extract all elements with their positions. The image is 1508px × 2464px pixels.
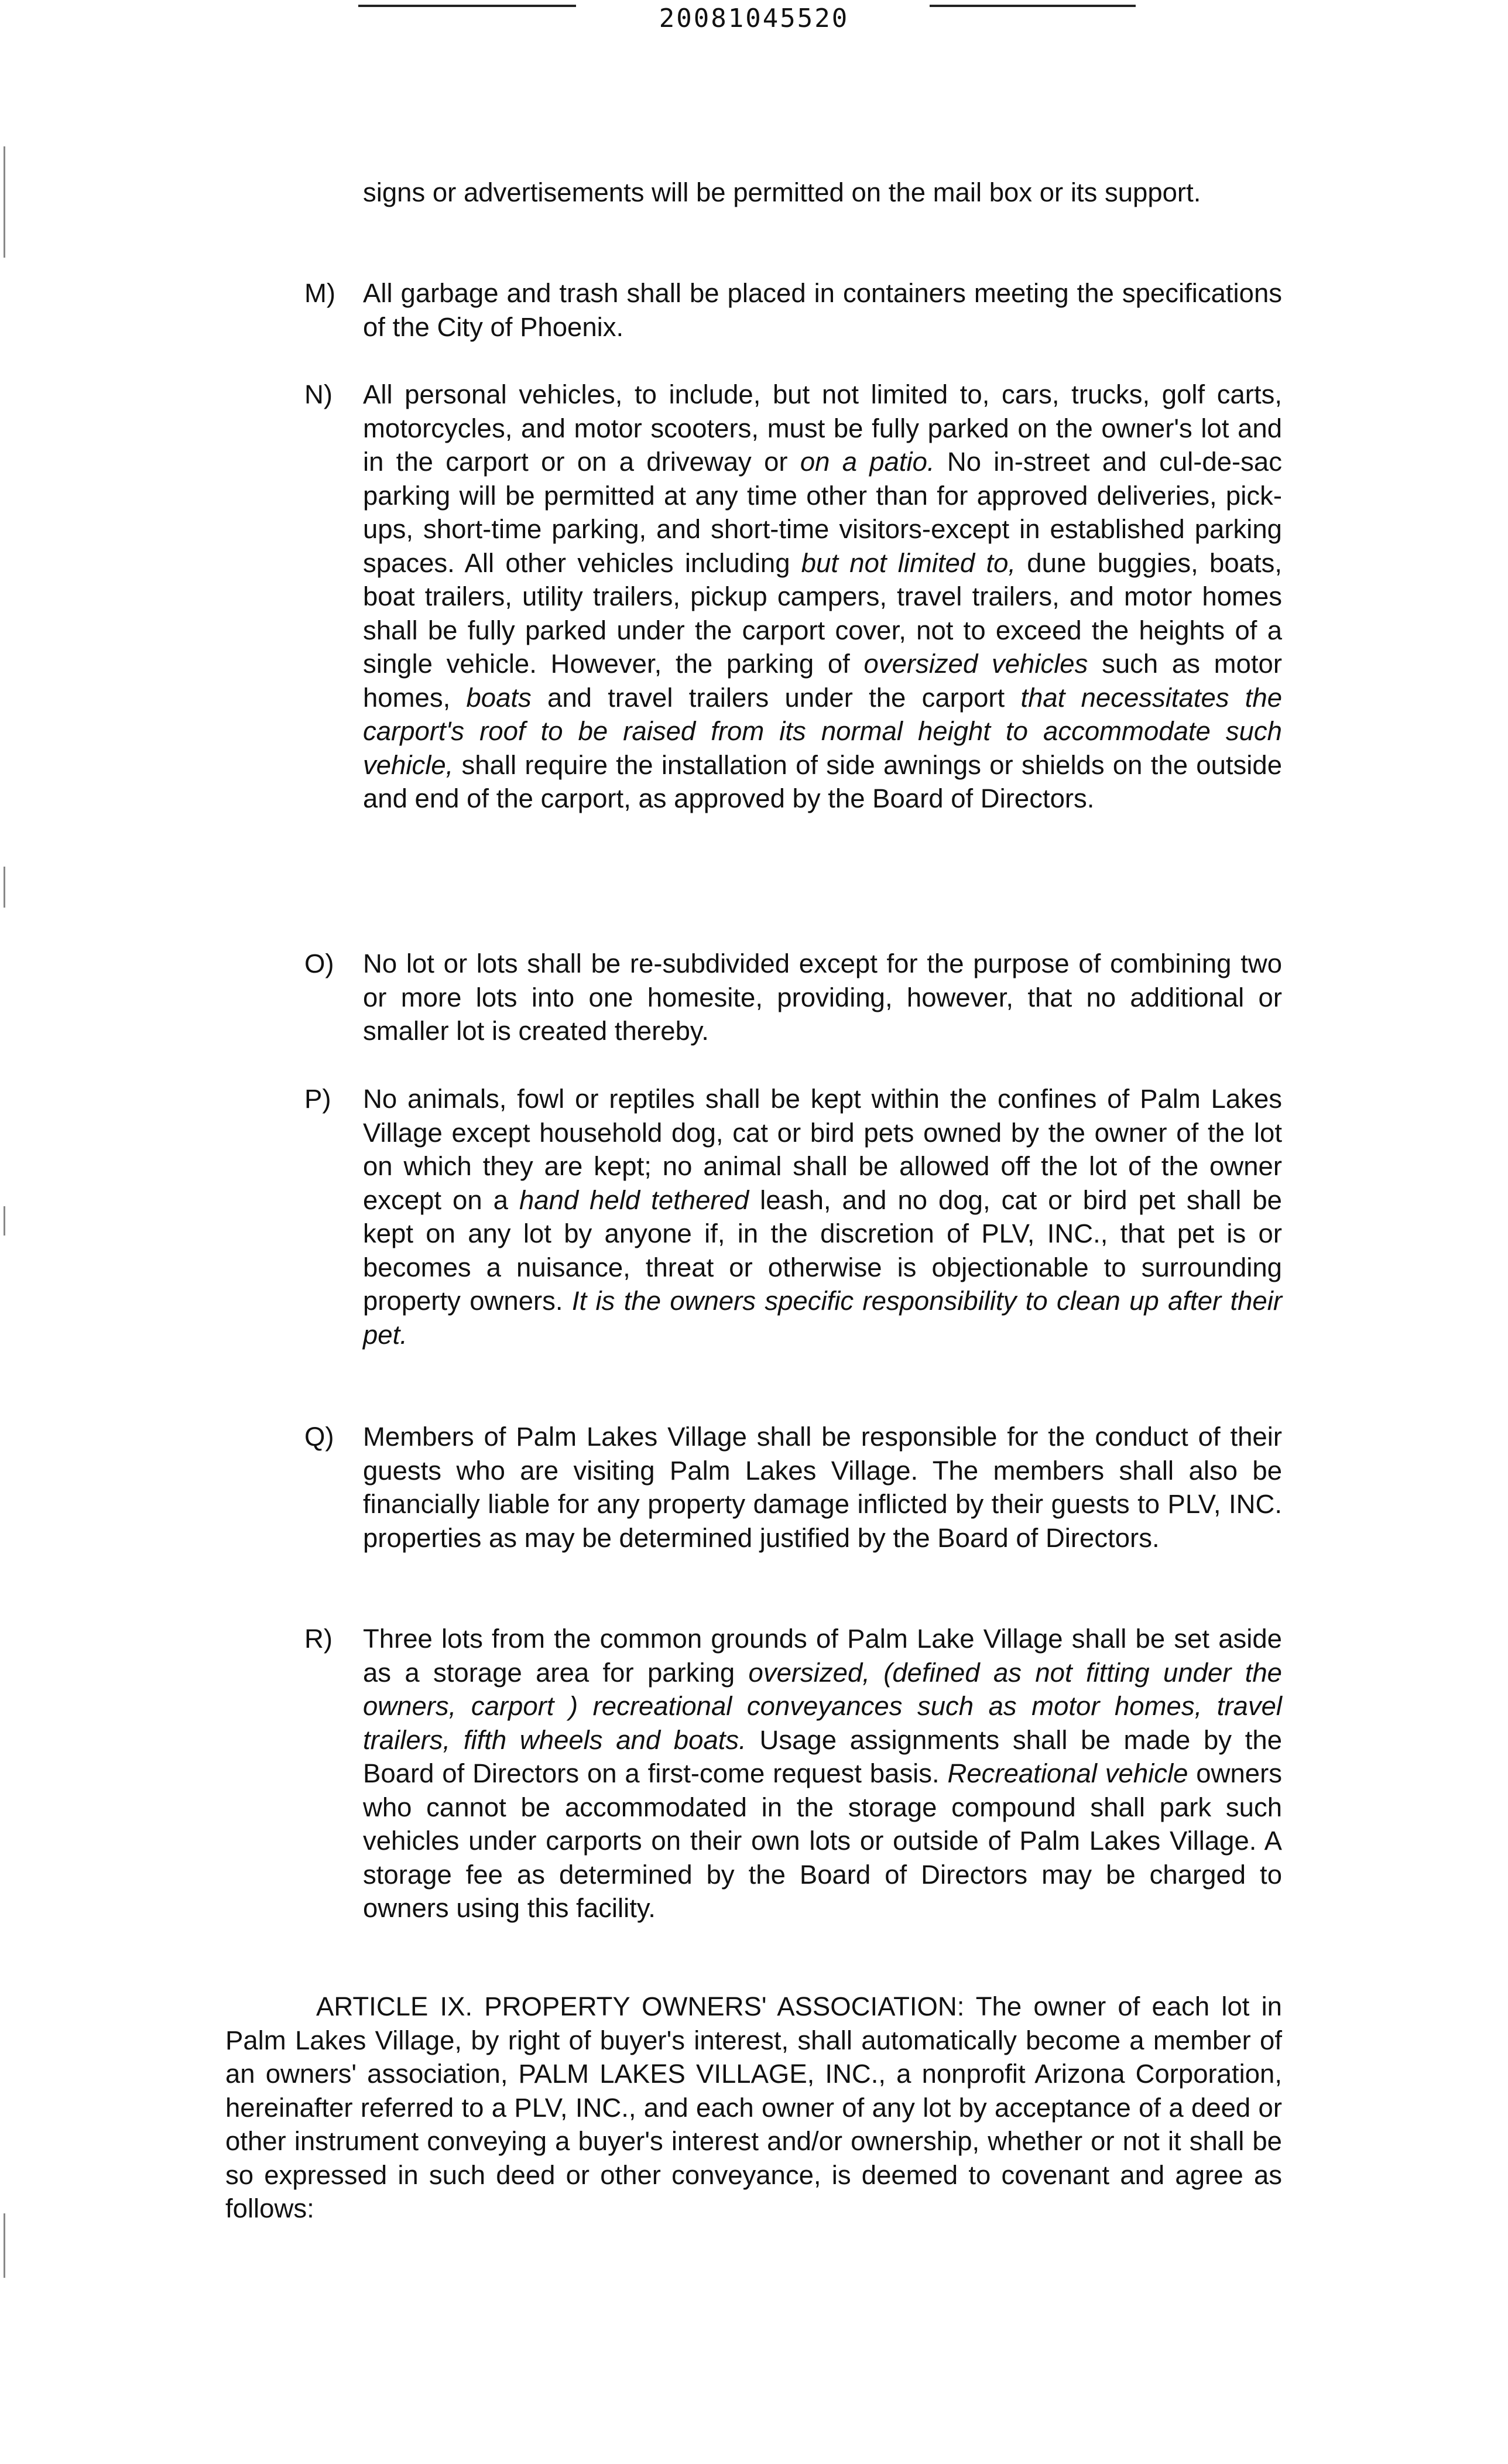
text-run: All personal vehicles, to include, but not limited to, cars, trucks, golf carts, motorcycles, and motor scooters, must be fully parked on the owner's lot and in the carport or on a driveway or (363, 379, 1282, 477)
text-run: leash, and no dog, cat or bird pet shall be kept on any lot by anyone if, in the discretion of PLV, INC., that pet is or becomes a nuisance, threat or otherwise is objectionable to surrounding property owners. (363, 1185, 1282, 1316)
clause-text (363, 378, 1282, 816)
text-run: dune buggies, boats, boat trailers, utility trailers, pickup campers, travel trailers, and motor homes shall be fully parked under the carport cover, not to exceed the heights of a single vehicle. However, the parking of (363, 547, 1282, 679)
clause-l-continuation (363, 176, 1282, 210)
text-run: No animals, fowl or reptiles shall be kept within the confines of Palm Lakes Village except household dog, cat or bird pets owned by the owner of the lot on which they are kept; no animal shall be allowed off the lot of the owner except on a (363, 1084, 1282, 1215)
text-run: such as motor homes, (363, 649, 1282, 713)
document-number: 20081045520 (659, 4, 849, 33)
clause-q (304, 1420, 1282, 1555)
clause-r (304, 1622, 1282, 1925)
clause-n (304, 378, 1283, 816)
clause-text (363, 1082, 1282, 1351)
clause-text: signs or advertisements will be permitted on the mail box or its support. (363, 177, 1201, 207)
clause-letter: Q) (304, 1422, 334, 1452)
clause-text: All garbage and trash shall be placed in containers meeting the specifications of the City of Phoenix. (363, 278, 1282, 342)
text-run: owners who cannot be accommodated in the storage compound shall park such vehicles under carports on their own lots or outside of Palm Lakes Village. A storage fee as determined by the Board of Directors may be charged to owners using this facility. (363, 1758, 1282, 1923)
text-run: shall require the installation of side awnings or shields on the outside and end of the carport, as approved by the Board of Directors. (363, 750, 1282, 813)
scan-edge-mark (4, 867, 5, 908)
italic-run: but not limited to, (801, 547, 1016, 578)
clause-letter: R) (304, 1624, 333, 1654)
text-run: and travel trailers under the carport (531, 682, 1021, 713)
scan-edge-mark (4, 2213, 5, 2278)
italic-run: hand held tethered (519, 1185, 749, 1215)
italic-run: on a patio. (800, 447, 935, 477)
scan-edge-mark (4, 1206, 5, 1236)
text-run: Usage assignments shall be made by the Board of Directors on a first-come request basis. (363, 1724, 1282, 1788)
italic-run: boats (466, 682, 532, 713)
clause-letter: M) (304, 278, 336, 308)
clause-letter: N) (304, 379, 333, 409)
clause-p (304, 1082, 1283, 1351)
italic-run: It is the owners specific responsibility to clean up after their pet. (363, 1286, 1283, 1350)
italic-run: that necessitates the carport's roof to be raised from its normal height to accommodate such vehicle, (363, 682, 1283, 780)
clause-m (304, 276, 1282, 344)
article-ix (225, 1990, 1282, 2226)
text-run: No in-street and cul-de-sac parking will be permitted at any time other than for approved deliveries, pick-ups, short-time parking, and short-time visitors-except in established parking spaces. All other vehicles including (363, 447, 1282, 578)
scan-edge-mark (4, 146, 5, 258)
clause-text: Members of Palm Lakes Village shall be responsible for the conduct of their guests who are visiting Palm Lakes Village. The members shall also be financially liable for any property damage inflicted by their guests to PLV, INC. properties as may be determined justified by the Board of Directors. (363, 1422, 1282, 1553)
italic-run: oversized, (defined as not fitting under the owners, carport ) recreational conveyances such as motor homes, travel trailers, fifth wheels and boats. (363, 1657, 1282, 1755)
text-run: Three lots from the common grounds of Palm Lake Village shall be set aside as a storage area for parking (363, 1624, 1282, 1688)
clause-o (304, 947, 1282, 1048)
italic-run: oversized vehicles (863, 649, 1088, 679)
italic-run: Recreational vehicle (947, 1758, 1188, 1788)
article-text: ARTICLE IX. PROPERTY OWNERS' ASSOCIATION: The owner of each lot in Palm Lakes Village, by right of buyer's interest, shall automatically become a member of an owners' association, PALM LAKES VILLAGE, INC., a nonprofit Arizona Corporation, hereinafter referred to a PLV, INC., and each owner of any lot by acceptance of a deed or other instrument conveying a buyer's interest and/or ownership, whether or not it shall be so expressed in such deed or other conveyance, is deemed to covenant and agree as follows: (225, 1991, 1282, 2223)
clause-letter: O) (304, 949, 334, 978)
clause-text (363, 1622, 1282, 1925)
clause-letter: P) (304, 1084, 331, 1114)
clause-text: No lot or lots shall be re-subdivided except for the purpose of combining two or more lots into one homesite, providing, however, that no additional or smaller lot is created thereby. (363, 949, 1282, 1046)
